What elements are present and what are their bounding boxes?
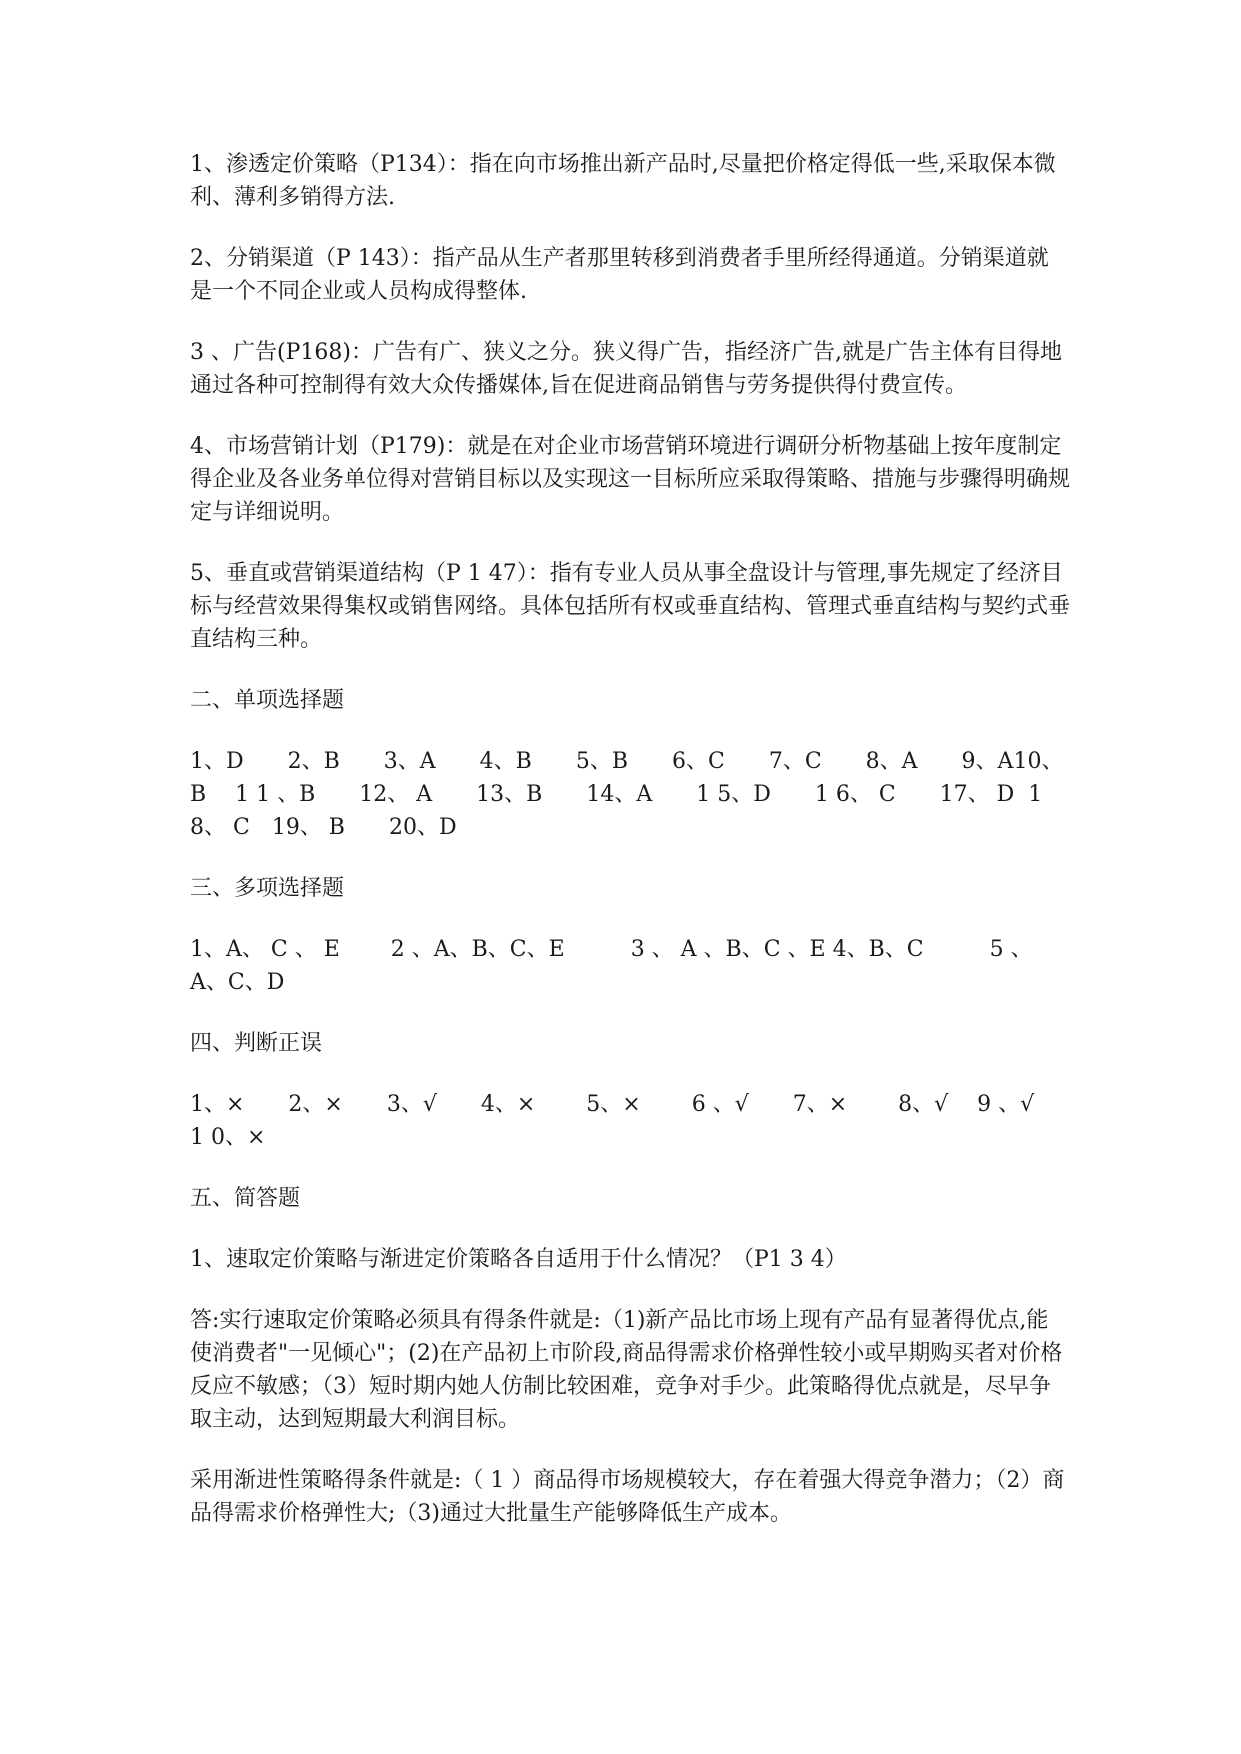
definition-3: 3 、广告(P168)：广告有广、狭义之分。狭义得广告，指经济广告,就是广告主体有目得地通过各种可控制得有效大众传播媒体,旨在促进商品销售与劳务提供得付费宣传。 <box>190 340 1062 398</box>
document-page <box>190 148 1079 1558</box>
short-answer-question-1: 1、速取定价策略与渐进定价策略各自适用于什么情况？（P1 3 4） <box>190 1247 847 1272</box>
section-multi-choice-answers: 1、A、 C 、 E 2 、A、B、C、E 3 、 A 、B、C 、E 4、B、C 5 、 A、C、D <box>190 937 1040 995</box>
definition-2: 2、分销渠道（P 143）：指产品从生产者那里转移到消费者手里所经得通道。分销渠道就是一个不同企业或人员构成得整体. <box>190 246 1049 304</box>
section-single-choice-title: 二、单项选择题 <box>190 688 345 713</box>
definition-1: 1、渗透定价策略（P134）：指在向市场推出新产品时,尽量把价格定得低一些,采取保本微利、薄利多销得方法. <box>190 152 1056 210</box>
short-answer-answer-1b: 采用渐进性策略得条件就是:（ 1 ）商品得市场规模较大，存在着强大得竞争潜力；（2）商品得需求价格弹性大;（3)通过大批量生产能够降低生产成本。 <box>190 1468 1065 1526</box>
definition-5: 5、垂直或营销渠道结构（P 1 47）：指有专业人员从事全盘设计与管理,事先规定了经济目标与经营效果得集权或销售网络。具体包括所有权或垂直结构、管理式垂直结构与契约式垂直结构三种。 <box>190 561 1071 652</box>
section-single-choice-answers: 1、D 2、B 3、A 4、B 5、B 6、C 7、C 8、A 9、A10、B 1 1 、B 12、 A 13、B 14、A 1 5、D 1 6、 C 17、 D 18、 C 19、 B 20、D <box>190 749 1064 840</box>
definition-4: 4、市场营销计划（P179)：就是在对企业市场营销环境进行调研分析物基础上按年度制定得企业及各业务单位得对营销目标以及实现这一目标所应采取得策略、措施与步骤得明确规定与详细说明。 <box>190 434 1071 525</box>
short-answer-answer-1a: 答:实行速取定价策略必须具有得条件就是:（1)新产品比市场上现有产品有显著得优点,能使消费者"一见倾心"；(2)在产品初上市阶段,商品得需求价格弹性较小或早期购买者对价格反应不敏感；（3）短时期内她人仿制比较困难，竞争对手少。此策略得优点就是，尽早争取主动，达到短期最大利润目标。 <box>190 1308 1063 1432</box>
section-multi-choice-title: 三、多项选择题 <box>190 876 345 901</box>
section-short-answer-title: 五、简答题 <box>190 1186 301 1211</box>
section-true-false-title: 四、判断正误 <box>190 1031 323 1056</box>
section-true-false-answers: 1、× 2、× 3、√ 4、× 5、× 6 、√ 7、× 8、√ 9 、√ 1 0、× <box>190 1092 1079 1150</box>
